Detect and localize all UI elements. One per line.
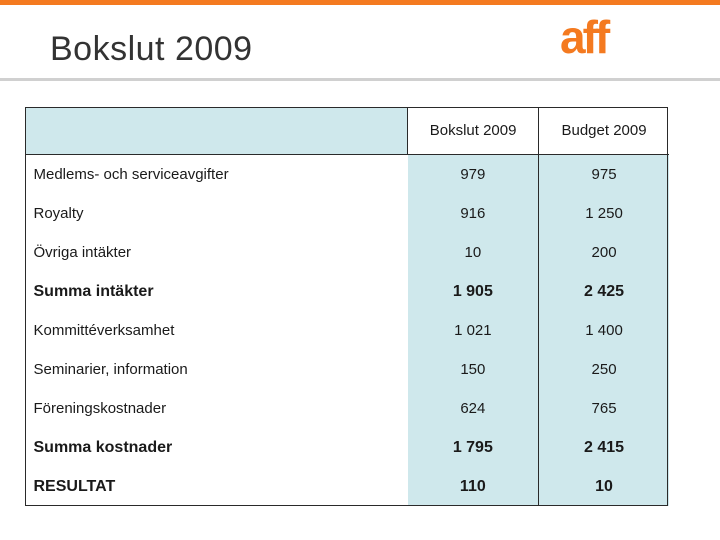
- page-title: Bokslut 2009: [50, 30, 253, 68]
- budget-value: 200: [539, 233, 669, 272]
- bokslut-value: 1 795: [408, 428, 539, 467]
- row-label: Medlems- och serviceavgifter: [33, 166, 229, 183]
- row-label: Summa intäkter: [33, 282, 154, 300]
- bokslut-value: 1 021: [408, 311, 539, 350]
- row-label: Royalty: [33, 205, 84, 222]
- row-label: Föreningskostnader: [33, 400, 167, 417]
- row-label: Summa kostnader: [33, 438, 173, 456]
- budget-value: 975: [539, 155, 669, 195]
- budget-value: 2 425: [539, 272, 669, 311]
- column-header-budget: Budget 2009: [539, 108, 669, 155]
- budget-value: 1 400: [539, 311, 669, 350]
- bokslut-value: 916: [408, 194, 539, 233]
- aff-logo: [560, 11, 622, 66]
- table-row: [26, 272, 670, 311]
- table-row: [26, 233, 670, 272]
- column-header-bokslut: Bokslut 2009: [408, 108, 539, 155]
- row-label: Övriga intäkter: [33, 244, 132, 261]
- table-row: [26, 194, 670, 233]
- row-label: Seminarier, information: [33, 361, 188, 378]
- logo-text: aff: [560, 11, 608, 63]
- budget-value: 250: [539, 350, 669, 389]
- financial-table: [25, 107, 669, 506]
- table-row: [26, 155, 670, 195]
- table-header-row: [26, 108, 670, 155]
- title-divider: [0, 78, 720, 81]
- table-row: [26, 467, 670, 506]
- budget-value: 2 415: [539, 428, 669, 467]
- row-label: RESULTAT: [33, 477, 116, 495]
- budget-value: 765: [539, 389, 669, 428]
- bokslut-value: 150: [408, 350, 539, 389]
- top-accent-bar: [0, 0, 720, 5]
- table-row: [26, 311, 670, 350]
- bokslut-value: 1 905: [408, 272, 539, 311]
- bokslut-value: 624: [408, 389, 539, 428]
- table-body: [26, 155, 670, 507]
- row-label: Kommittéverksamhet: [33, 322, 175, 339]
- table-row: [26, 350, 670, 389]
- bokslut-value: 110: [408, 467, 539, 506]
- budget-value: 1 250: [539, 194, 669, 233]
- bokslut-value: 10: [408, 233, 539, 272]
- header-blank-cell: [26, 108, 408, 155]
- budget-value: 10: [539, 467, 669, 506]
- table-row: [26, 428, 670, 467]
- table-row: [26, 389, 670, 428]
- bokslut-value: 979: [408, 155, 539, 195]
